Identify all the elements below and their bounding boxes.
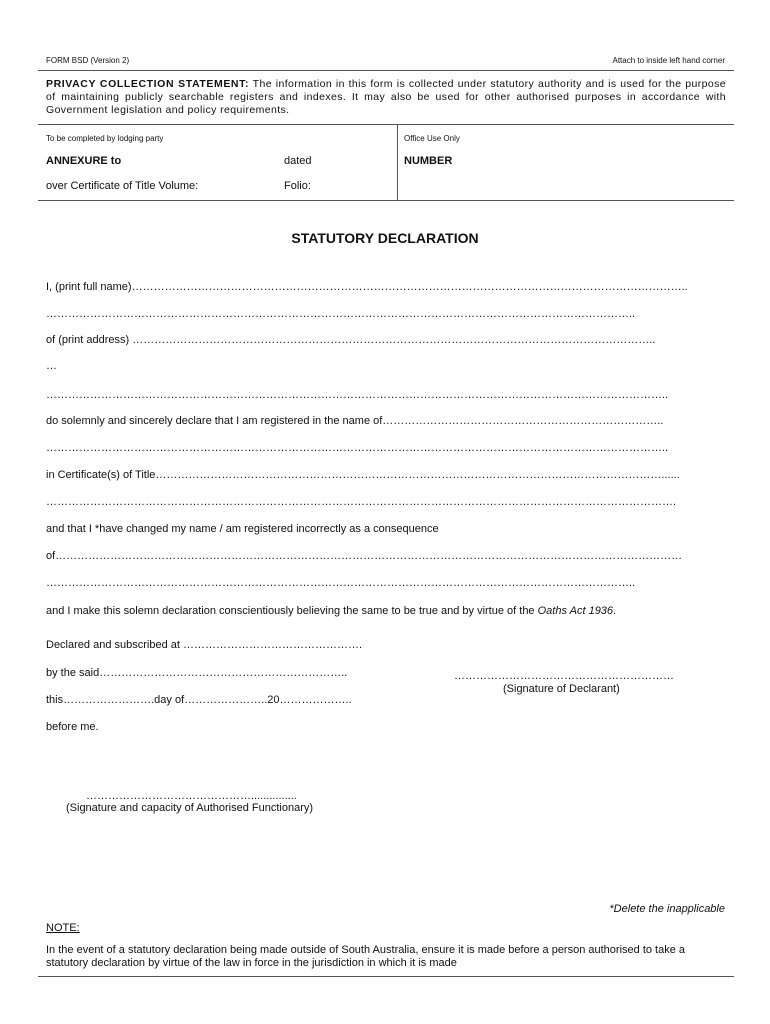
table-bottom-divider [38,200,734,201]
privacy-text: The information in this form is collected under statutory authority and is used for the purpose of maintaining publicly searchable registers and indexes. It may also be used for other authorised purposes in accordance with Government legislation and policy requirements. [46,78,726,116]
consequence-line: of……………………………………………………………………………………………………………………………………………………… [46,550,683,562]
dated-label: dated [284,155,312,167]
number-label: NUMBER [404,155,453,167]
bottom-divider [38,976,734,977]
privacy-heading: PRIVACY COLLECTION STATEMENT: [46,78,250,90]
annexure-label: ANNEXURE to [46,155,122,167]
oaths-act: Oaths Act 1936 [537,605,614,617]
address-line: of (print address) …………………………………………………………………………………………………………………………….. [46,334,656,346]
note-heading: NOTE: [46,922,80,934]
registered-name-line: do solemnly and sincerely declare that I am registered in the name of………………………………………………………………….. [46,415,664,427]
address-ellipsis: … [46,360,57,372]
declared-at-line: Declared and subscribed at …………………………………………. [46,639,363,651]
before-me: before me. [46,721,99,733]
registered-name-continuation: …………………………………………………………………………………………………………………………………………………….. [46,442,669,454]
solemn-text: and I make this solemn declaration conscientiously believing the same to be true and by virtue of the [46,605,538,617]
table-column-divider [397,124,398,200]
declarant-signature-dots: …………………………………………………… [454,670,674,682]
certificate-line: in Certificate(s) of Title…………………………………………………………………………………………………………………………...... [46,469,680,481]
privacy-statement [46,78,726,117]
delete-note: *Delete the inapplicable [609,903,725,915]
solemn-declaration [46,605,616,617]
top-divider [38,70,734,71]
lodging-party-label: To be completed by lodging party [46,134,164,143]
full-name-line: I, (print full name)…………………………………………………………………………………………………………………………………….. [46,281,688,293]
full-name-continuation: …………………………………………………………………………………………………………………………………………….. [46,308,636,320]
by-the-said-line: by the said………………………………………………………….. [46,667,348,679]
privacy-divider [38,124,734,125]
folio-label: Folio: [284,180,311,192]
date-line: this…………………….day of…………………..20……………….. [46,694,352,706]
volume-label: over Certificate of Title Volume: [46,180,199,192]
address-continuation: …………………………………………………………………………………………………………………………………………………….. [46,389,669,401]
solemn-period: . [613,605,617,617]
page-title: STATUTORY DECLARATION [291,230,479,246]
declarant-signature-label: (Signature of Declarant) [503,683,620,695]
form-id: FORM BSD (Version 2) [46,56,130,65]
note-text: In the event of a statutory declaration being made outside of South Australia, ensure it is made before a person authorised to take a statutory declaration by virtue of the law in force in the jurisdiction in which it is made [46,944,686,969]
office-use-label: Office Use Only [404,134,460,143]
attach-note: Attach to inside left hand corner [612,56,725,65]
certificate-continuation: ………………………………………………………………………………………………………………………………………………………. [46,496,677,508]
functionary-signature-dots: ………………………………………............... [86,790,297,802]
consequence-continuation: …………………………………………………………………………………………………………………………………………….. [46,577,636,589]
name-change-line: and that I *have changed my name / am registered incorrectly as a consequence [46,523,439,535]
functionary-signature-label: (Signature and capacity of Authorised Functionary) [66,802,314,814]
